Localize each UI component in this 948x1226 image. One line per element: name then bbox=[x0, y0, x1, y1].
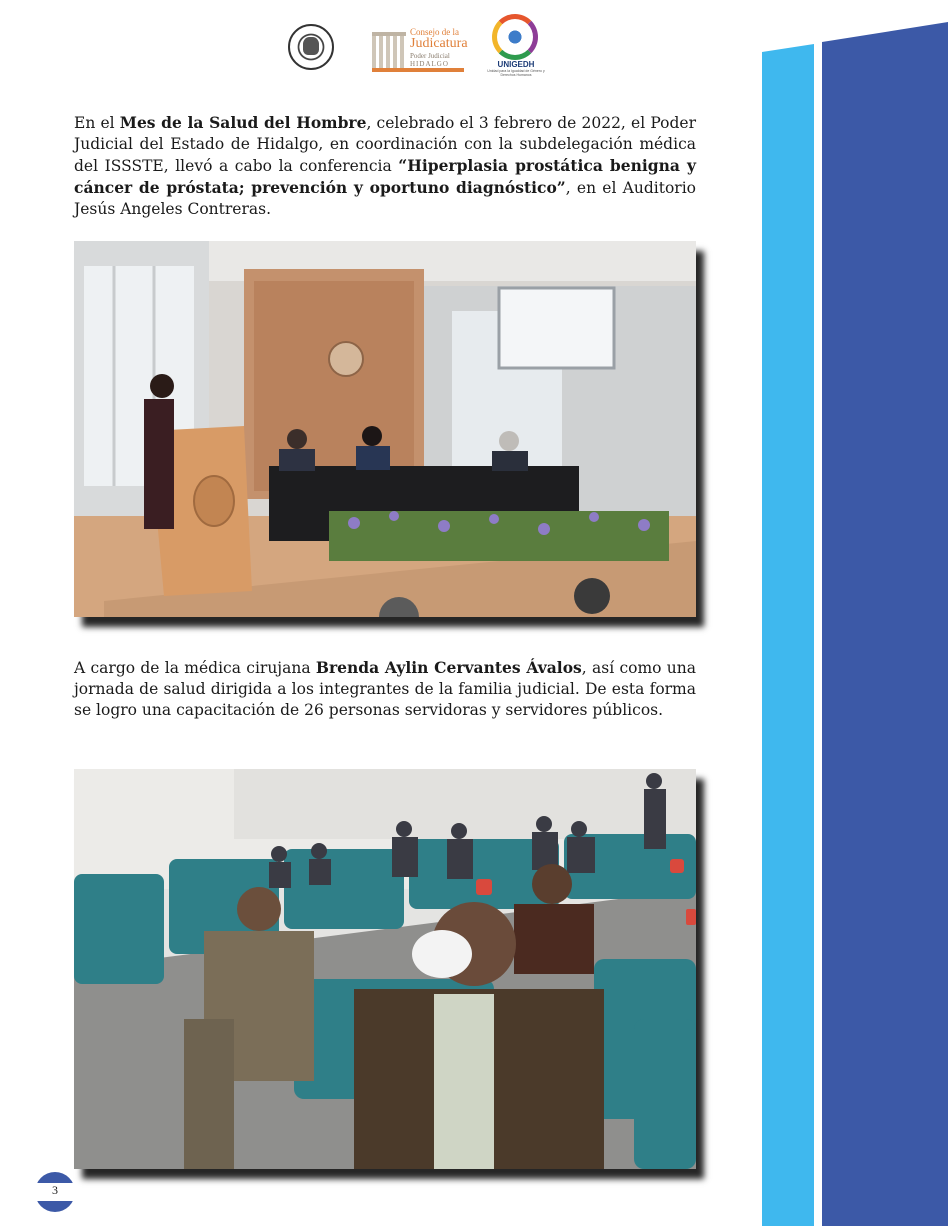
text-run: A cargo de la médica cirujana bbox=[74, 659, 316, 677]
page-number: 3 bbox=[52, 1183, 58, 1197]
text-run: , así como una jornada de salud dirigida a los integrantes de la familia judicial. De esta forma se logro una capacitación de 26 personas servidoras y servidores públicos. bbox=[74, 659, 697, 719]
text-run: , en el Auditorio Jesús Angeles Contreras. bbox=[74, 179, 696, 218]
logo-text: HIDALGO bbox=[410, 60, 449, 68]
people-icon bbox=[505, 27, 525, 47]
pillar-icon bbox=[372, 32, 406, 68]
judicial-seal-logo bbox=[288, 24, 334, 70]
text-run: En el bbox=[74, 114, 120, 132]
decorative-stripe-light bbox=[762, 44, 814, 1226]
intro-paragraph bbox=[74, 112, 696, 220]
speaker-name: Brenda Aylin Cervantes Ávalos bbox=[315, 658, 582, 677]
logo-text: Poder Judicial bbox=[410, 52, 450, 60]
logo-bar bbox=[372, 68, 464, 72]
logo-text: Judicatura bbox=[410, 36, 468, 51]
logo-name: UNIGEDH bbox=[497, 60, 535, 69]
conference-stage-photo bbox=[74, 241, 696, 617]
logo-subtitle: Unidad para la Igualdad de Género y Derechos Humanos bbox=[487, 69, 545, 77]
consejo-judicatura-logo bbox=[372, 26, 468, 72]
bold-text: Mes de la Salud del Hombre bbox=[119, 113, 367, 132]
conference-title: “Hiperplasia prostática benigna y cáncer de próstata; prevención y oportuno diagnóstico” bbox=[74, 156, 696, 197]
logo-text: Consejo de la bbox=[410, 27, 459, 37]
decorative-stripe-dark bbox=[822, 22, 948, 1226]
unigedh-logo bbox=[486, 14, 546, 78]
speaker-paragraph bbox=[74, 657, 696, 721]
text-run: , celebrado el 3 febrero de 2022, el Poder Judicial del Estado de Hidalgo, en coordinación con la subdelegación médica del ISSSTE, llevó a cabo la conferencia bbox=[74, 114, 696, 175]
audience-photo bbox=[74, 769, 696, 1169]
